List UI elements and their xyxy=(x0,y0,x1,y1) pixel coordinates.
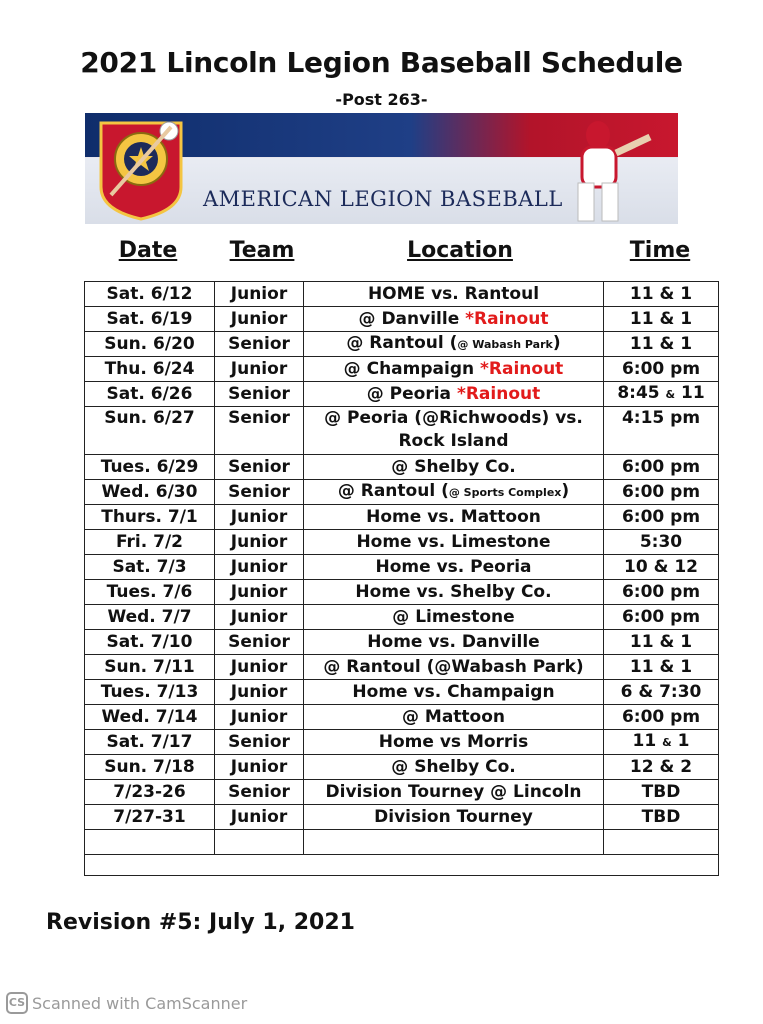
location-cell: HOME vs. Rantoul xyxy=(304,282,604,307)
table-row xyxy=(85,530,719,555)
team-cell: Junior xyxy=(215,307,304,332)
team-cell: Junior xyxy=(215,755,304,780)
location-text: @ Peoria xyxy=(366,384,457,404)
team-cell: Senior xyxy=(215,630,304,655)
date-cell: Thurs. 7/1 xyxy=(85,505,215,530)
empty-cell xyxy=(85,855,719,876)
banner xyxy=(85,113,678,224)
location-cell: Division Tourney xyxy=(304,805,604,830)
camscanner-logo-icon: CS xyxy=(6,992,28,1014)
location-text: ) xyxy=(552,333,561,353)
page-subtitle: -Post 263- xyxy=(335,90,428,109)
date-cell: 7/27-31 xyxy=(85,805,215,830)
empty-row xyxy=(85,830,719,855)
rainout-label: *Rainout xyxy=(465,309,549,329)
date-cell: Tues. 7/13 xyxy=(85,680,215,705)
time-cell: 6:00 pm xyxy=(604,480,719,505)
table-row xyxy=(85,580,719,605)
time-ampersand: & xyxy=(662,736,672,749)
table-row xyxy=(85,605,719,630)
date-cell: Wed. 6/30 xyxy=(85,480,215,505)
time-cell: 6:00 pm xyxy=(604,605,719,630)
table-row xyxy=(85,480,719,505)
time-cell: 12 & 2 xyxy=(604,755,719,780)
time-cell: 11 & 1 xyxy=(604,282,719,307)
team-cell: Junior xyxy=(215,705,304,730)
team-cell: Junior xyxy=(215,580,304,605)
time-cell: 6:00 pm xyxy=(604,580,719,605)
date-cell: 7/23-26 xyxy=(85,780,215,805)
location-cell: Division Tourney @ Lincoln xyxy=(304,780,604,805)
team-cell: Senior xyxy=(215,730,304,755)
time-cell: 6:00 pm xyxy=(604,505,719,530)
date-cell: Sat. 6/19 xyxy=(85,307,215,332)
team-cell: Senior xyxy=(215,332,304,357)
rainout-label: *Rainout xyxy=(480,359,564,379)
location-cell: Home vs. Mattoon xyxy=(304,505,604,530)
time-text: 11 xyxy=(632,731,663,751)
date-cell: Wed. 7/14 xyxy=(85,705,215,730)
time-cell: 5:30 xyxy=(604,530,719,555)
team-cell: Junior xyxy=(215,357,304,382)
location-cell: Home vs. Limestone xyxy=(304,530,604,555)
location-text: ) xyxy=(561,481,570,501)
header-time: Time xyxy=(629,238,691,263)
revision-note: Revision #5: July 1, 2021 xyxy=(46,910,355,935)
table-row xyxy=(85,407,719,455)
location-detail: @ Wabash Park xyxy=(457,338,553,351)
header-location: Location xyxy=(407,238,513,263)
location-text: @ Champaign xyxy=(343,359,481,379)
empty-row xyxy=(85,855,719,876)
date-cell: Sat. 7/10 xyxy=(85,630,215,655)
location-cell xyxy=(304,307,604,332)
time-cell: 6:00 pm xyxy=(604,455,719,480)
location-text: @ Rantoul ( xyxy=(346,333,458,353)
time-cell: 11 & 1 xyxy=(604,332,719,357)
empty-cell xyxy=(215,830,304,855)
table-row xyxy=(85,382,719,407)
time-text: 1 xyxy=(671,731,690,751)
table-row xyxy=(85,755,719,780)
legion-logo-icon xyxy=(91,115,191,222)
table-row xyxy=(85,805,719,830)
location-cell: Home vs Morris xyxy=(304,730,604,755)
team-cell: Senior xyxy=(215,455,304,480)
time-cell: 11 & 1 xyxy=(604,307,719,332)
time-cell: 6:00 pm xyxy=(604,705,719,730)
location-cell: @ Mattoon xyxy=(304,705,604,730)
team-cell: Junior xyxy=(215,530,304,555)
time-cell xyxy=(604,730,719,755)
time-text: 11 xyxy=(675,383,705,403)
location-cell: Home vs. Peoria xyxy=(304,555,604,580)
location-cell: Home vs. Danville xyxy=(304,630,604,655)
location-cell: @ Shelby Co. xyxy=(304,455,604,480)
table-row xyxy=(85,680,719,705)
table-row xyxy=(85,282,719,307)
time-cell: 4:15 pm xyxy=(604,407,719,455)
team-cell: Junior xyxy=(215,680,304,705)
team-cell: Junior xyxy=(215,655,304,680)
team-cell: Junior xyxy=(215,505,304,530)
empty-cell xyxy=(604,830,719,855)
date-cell: Tues. 7/6 xyxy=(85,580,215,605)
location-cell xyxy=(304,357,604,382)
page-title: 2021 Lincoln Legion Baseball Schedule xyxy=(80,46,683,79)
location-cell xyxy=(304,382,604,407)
empty-cell xyxy=(304,830,604,855)
table-row xyxy=(85,505,719,530)
location-cell: @ Rantoul (@Wabash Park) xyxy=(304,655,604,680)
team-cell: Junior xyxy=(215,605,304,630)
time-cell: 11 & 1 xyxy=(604,655,719,680)
date-cell: Thu. 6/24 xyxy=(85,357,215,382)
time-text: 8:45 xyxy=(617,383,666,403)
header-team: Team xyxy=(229,238,295,263)
table-row xyxy=(85,555,719,580)
rainout-label: *Rainout xyxy=(456,384,541,404)
time-cell: 6:00 pm xyxy=(604,357,719,382)
table-row xyxy=(85,655,719,680)
location-detail: @ Sports Complex xyxy=(448,486,562,499)
location-cell xyxy=(304,480,604,505)
location-text: @ Rantoul ( xyxy=(337,481,449,501)
team-cell: Senior xyxy=(215,480,304,505)
time-cell xyxy=(604,382,719,407)
table-row xyxy=(85,455,719,480)
location-cell: @ Shelby Co. xyxy=(304,755,604,780)
team-cell: Senior xyxy=(215,780,304,805)
location-line-1: @ Peoria (@Richwoods) vs. xyxy=(324,408,583,428)
banner-text: AMERICAN LEGION BASEBALL xyxy=(203,187,563,211)
team-cell: Junior xyxy=(215,805,304,830)
team-cell: Senior xyxy=(215,382,304,407)
date-cell: Fri. 7/2 xyxy=(85,530,215,555)
time-cell: TBD xyxy=(604,780,719,805)
table-row xyxy=(85,705,719,730)
time-ampersand: & xyxy=(665,388,676,401)
date-cell: Sun. 7/11 xyxy=(85,655,215,680)
date-cell: Sat. 6/12 xyxy=(85,282,215,307)
location-cell xyxy=(304,407,604,455)
team-cell: Junior xyxy=(215,555,304,580)
location-line-2: Rock Island xyxy=(398,431,509,451)
date-cell: Sat. 7/3 xyxy=(85,555,215,580)
date-cell: Sun. 6/27 xyxy=(85,407,215,455)
time-cell: TBD xyxy=(604,805,719,830)
table-row xyxy=(85,332,719,357)
header-date: Date xyxy=(118,238,178,263)
time-cell: 10 & 12 xyxy=(604,555,719,580)
time-cell: 11 & 1 xyxy=(604,630,719,655)
table-row xyxy=(85,357,719,382)
date-cell: Sun. 6/20 xyxy=(85,332,215,357)
location-cell: Home vs. Shelby Co. xyxy=(304,580,604,605)
time-cell: 6 & 7:30 xyxy=(604,680,719,705)
empty-cell xyxy=(85,830,215,855)
team-cell: Junior xyxy=(215,282,304,307)
date-cell: Sat. 7/17 xyxy=(85,730,215,755)
location-text: @ Danville xyxy=(358,309,466,329)
table-row xyxy=(85,630,719,655)
table-row xyxy=(85,307,719,332)
date-cell: Sun. 7/18 xyxy=(85,755,215,780)
schedule-table xyxy=(84,281,719,876)
scanner-watermark xyxy=(6,992,247,1014)
location-cell: @ Limestone xyxy=(304,605,604,630)
table-row xyxy=(85,780,719,805)
watermark-text: Scanned with CamScanner xyxy=(32,993,248,1013)
date-cell: Sat. 6/26 xyxy=(85,382,215,407)
table-row xyxy=(85,730,719,755)
date-cell: Wed. 7/7 xyxy=(85,605,215,630)
location-cell xyxy=(304,332,604,357)
team-cell: Senior xyxy=(215,407,304,455)
date-cell: Tues. 6/29 xyxy=(85,455,215,480)
location-cell: Home vs. Champaign xyxy=(304,680,604,705)
